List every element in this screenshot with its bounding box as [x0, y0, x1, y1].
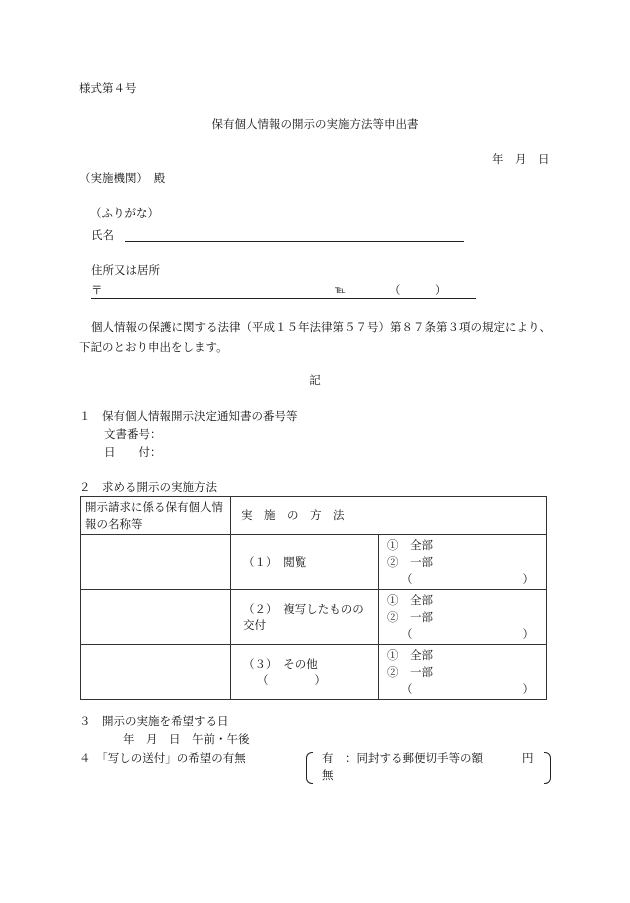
sec2-heading: ２ 求める開示の実施方法 — [79, 480, 217, 494]
name-label: 氏名 — [91, 228, 114, 242]
mail-no-option[interactable]: 無 — [322, 768, 334, 782]
form-number: 様式第４号 — [79, 81, 137, 95]
method-cell: （１） 閲覧 — [231, 535, 379, 590]
col-header-method: 実 施 の 方 法 — [231, 497, 547, 535]
intro-line-1: 個人情報の保護に関する法律（平成１５年法律第５７号）第８７条第３項の規定により、 — [91, 320, 551, 334]
method-cell: （２） 複写したものの交付 — [231, 590, 379, 645]
furigana-label: （ふりがな） — [90, 206, 159, 220]
addressee: （実施機関） 殿 — [79, 171, 166, 185]
page-title: 保有個人情報の開示の実施方法等申出書 — [211, 117, 419, 131]
info-name-cell[interactable] — [81, 535, 231, 590]
options-cell[interactable] — [379, 535, 547, 590]
table-header-row — [81, 497, 547, 535]
table-row — [81, 535, 547, 590]
postal-mark: 〒 — [91, 283, 103, 297]
option-all[interactable]: ① 全部 — [387, 538, 433, 553]
left-bracket — [306, 752, 313, 784]
option-part[interactable]: ② 一部 — [387, 665, 433, 680]
doc-number-label: 文書番号： — [104, 427, 162, 441]
sec1-heading: １ 保有個人情報開示決定通知書の番号等 — [79, 409, 298, 423]
info-name-cell[interactable] — [81, 645, 231, 700]
intro-line-2: 下記のとおり申出をします。 — [79, 340, 228, 354]
date-line: 年 月 日 — [492, 152, 550, 166]
option-all[interactable]: ① 全部 — [387, 593, 433, 608]
desired-date-line[interactable]: 年 月 日 午前・午後 — [123, 732, 250, 746]
name-field-line[interactable] — [125, 241, 464, 242]
col-header-info-name: 開示請求に係る保有個人情報の名称等 — [81, 497, 231, 535]
part-detail-parens[interactable]: （ ） — [401, 681, 534, 696]
method-cell: （３） その他 （ ） — [231, 645, 379, 700]
address-label: 住所又は居所 — [91, 263, 160, 277]
table-row — [81, 590, 547, 645]
method-table — [80, 496, 547, 700]
address-field-line[interactable] — [91, 298, 476, 299]
notice-date-label: 日 付： — [104, 445, 162, 459]
option-part[interactable]: ② 一部 — [387, 610, 433, 625]
yen-label: 円 — [522, 751, 534, 765]
ki-heading: 記 — [309, 373, 321, 387]
tel-parens: （ ） — [389, 283, 447, 297]
right-bracket — [544, 752, 551, 784]
part-detail-parens[interactable]: （ ） — [401, 571, 534, 586]
table-row — [81, 645, 547, 700]
sec4-heading: ４ 「写しの送付」の希望の有無 — [79, 751, 246, 765]
option-all[interactable]: ① 全部 — [387, 648, 433, 663]
sec3-heading: ３ 開示の実施を希望する日 — [79, 714, 229, 728]
option-part[interactable]: ② 一部 — [387, 555, 433, 570]
info-name-cell[interactable] — [81, 590, 231, 645]
part-detail-parens[interactable]: （ ） — [401, 626, 534, 641]
mail-yes-option[interactable]: 有 ：同封する郵便切手等の額 — [322, 751, 483, 765]
options-cell[interactable] — [379, 645, 547, 700]
options-cell[interactable] — [379, 590, 547, 645]
tel-label: ℡ — [335, 285, 346, 296]
